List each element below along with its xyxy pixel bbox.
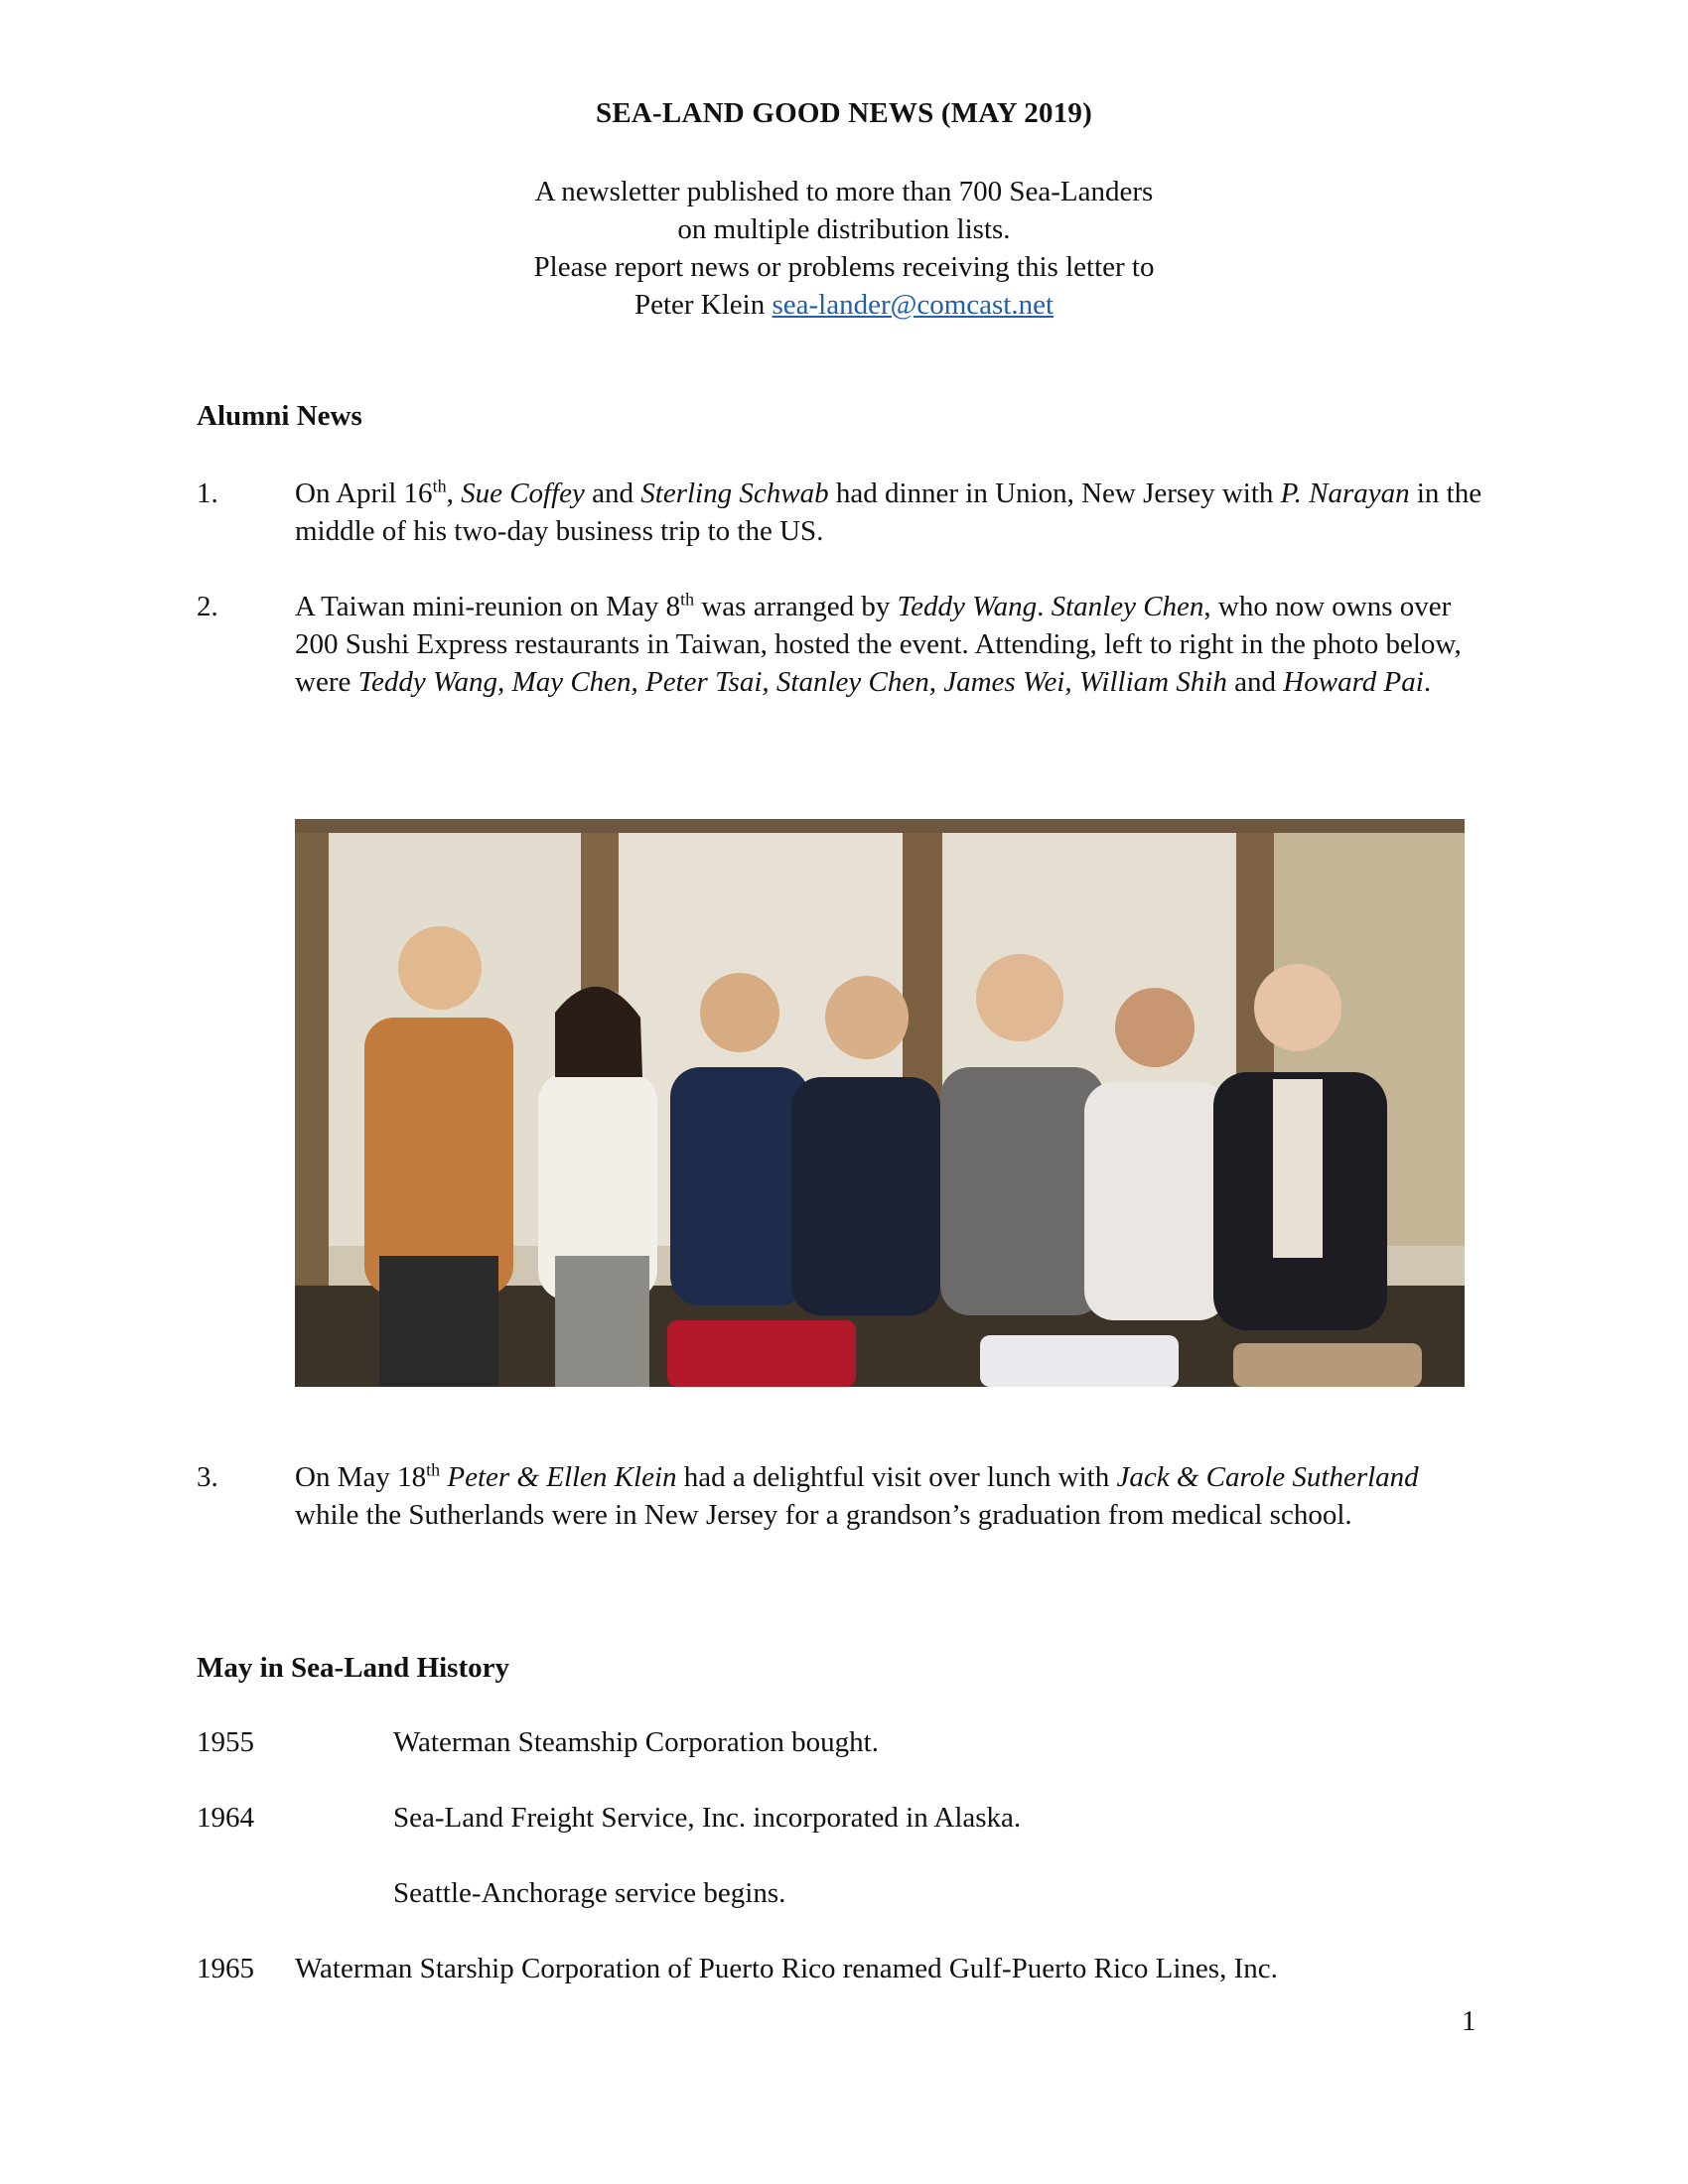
history-event: Seattle-Anchorage service begins. (393, 1877, 786, 1909)
person-name: P. Narayan (1280, 478, 1410, 509)
masthead-line: Please report news or problems receiving this letter to (533, 251, 1155, 283)
contact-name: Peter Klein (633, 289, 766, 321)
item-text: A Taiwan mini-reunion on May 8th was arranged by Teddy Wang. Stanley Chen, who now owns over 200 Sushi Express restaurants in Taiwan, hosted the event. Attending, left to right in the photo below, were Teddy Wang, May Chen, Peter Tsai, Stanley Chen, James Wei, William Shih and Howard Pai. (295, 589, 1462, 698)
item-number: 3. (197, 1461, 218, 1493)
history-row (197, 1950, 1278, 1987)
masthead-line: A newsletter published to more than 700 Sea-Landers (534, 176, 1154, 207)
reunion-group-photo (295, 819, 1465, 1387)
news-item (197, 588, 1487, 701)
group-photo-illustration (295, 819, 1465, 1387)
history-event: Waterman Starship Corporation of Puerto Rico renamed Gulf-Puerto Rico Lines, Inc. (295, 1953, 1278, 1984)
alumni-news-heading: Alumni News (197, 400, 362, 432)
person-name: Teddy Wang, May Chen, Peter Tsai, Stanley Chen, James Wei, William Shih (357, 666, 1227, 698)
person-name: Sue Coffey (461, 478, 585, 509)
contact-email-link[interactable]: sea-lander@comcast.net (772, 289, 1055, 321)
news-item (197, 1458, 1487, 1534)
history-event: Sea-Land Freight Service, Inc. incorporated in Alaska. (393, 1802, 1022, 1834)
item-text: On April 16th, Sue Coffey and Sterling Schwab had dinner in Union, New Jersey with P. Narayan in the middle of his two-day business trip to the US. (295, 476, 1482, 547)
history-year: 1965 (197, 1953, 254, 1984)
person-name: Teddy Wang (897, 591, 1038, 622)
history-heading: May in Sea-Land History (197, 1652, 509, 1684)
newsletter-title: SEA-LAND GOOD NEWS (MAY 2019) (596, 97, 1092, 129)
item-number: 1. (197, 478, 218, 509)
page-number: 1 (1462, 2005, 1477, 2037)
person-name: Stanley Chen (1051, 591, 1204, 622)
person-name: Peter & Ellen Klein (447, 1461, 677, 1493)
history-year: 1964 (197, 1802, 254, 1834)
contact-line (0, 286, 1688, 324)
masthead (0, 173, 1688, 324)
history-row (197, 1723, 879, 1761)
person-name: Jack & Carole Sutherland (1116, 1461, 1419, 1493)
item-text: On May 18th Peter & Ellen Klein had a delightful visit over lunch with Jack & Carole Sutherland while the Sutherlands were in New Jersey for a grandson’s graduation from medical school. (295, 1459, 1419, 1531)
history-event: Waterman Steamship Corporation bought. (393, 1726, 879, 1758)
history-row (197, 1874, 785, 1912)
person-name: Sterling Schwab (640, 478, 829, 509)
item-number: 2. (197, 591, 218, 622)
masthead-line: on multiple distribution lists. (677, 213, 1011, 245)
news-item (197, 475, 1487, 550)
person-name: Howard Pai (1283, 666, 1424, 698)
history-year: 1955 (197, 1726, 254, 1758)
history-row (197, 1799, 1021, 1837)
